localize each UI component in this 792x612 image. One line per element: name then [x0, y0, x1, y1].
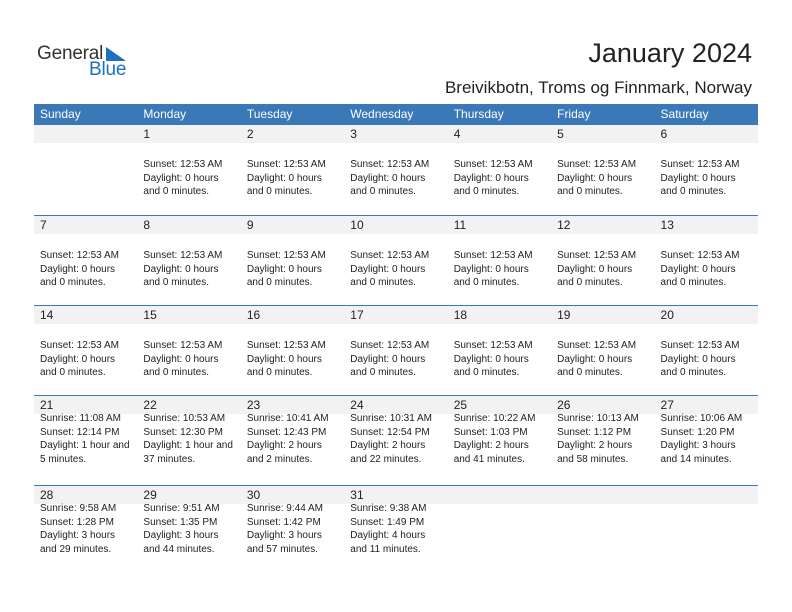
sun-info-line: Sunset: 12:43 PM [246, 426, 327, 438]
day-number: 12 [557, 218, 571, 232]
empty-day-cell [34, 125, 137, 215]
day-cell [344, 125, 447, 215]
weekday-header: Sunday [40, 107, 81, 121]
day-sun-info [40, 502, 116, 556]
day-sun-info [661, 412, 743, 466]
week-cells [34, 396, 758, 485]
empty-day-cell [551, 486, 654, 575]
sun-info-line: and 0 minutes. [40, 367, 106, 378]
week-row [34, 215, 758, 305]
day-cell [344, 306, 447, 395]
sun-info-line: Sunrise: 9:51 AM [143, 503, 220, 514]
sun-info-line: and 0 minutes. [143, 186, 210, 197]
day-sun-info [350, 502, 426, 556]
sun-info-line: Sunset: 1:12 PM [557, 426, 632, 438]
sun-info-line: and 29 minutes. [40, 543, 112, 555]
day-sun-info [143, 339, 222, 380]
day-sun-info [350, 412, 432, 466]
sun-info-line: Daylight: 0 hours [557, 353, 633, 365]
sun-info-line: and 0 minutes. [40, 277, 106, 288]
logo-word-blue: Blue [89, 59, 127, 80]
sun-info-line: and 0 minutes. [246, 367, 313, 378]
sun-info-line: Daylight: 3 hours [660, 440, 736, 451]
day-number: 14 [40, 308, 54, 322]
sun-info-line: and 0 minutes. [350, 186, 416, 197]
empty-day-cell [655, 486, 758, 575]
sun-info-line: and 0 minutes. [557, 186, 623, 197]
sun-info-line: and 0 minutes. [660, 186, 727, 197]
day-cell [241, 306, 344, 395]
sun-info-line: Daylight: 1 hour and [40, 440, 130, 451]
day-sun-info [557, 339, 636, 380]
week-row [34, 485, 758, 575]
weekday-header: Monday [143, 107, 187, 121]
day-cell [551, 125, 654, 215]
day-cell [34, 396, 137, 485]
day-number: 25 [453, 398, 468, 412]
sun-info-line: and 0 minutes. [350, 367, 416, 378]
sun-info-line: 37 minutes. [143, 453, 196, 465]
sun-info-line: Daylight: 0 hours [246, 353, 322, 365]
sun-info-line: and 0 minutes. [246, 186, 313, 197]
day-cell [241, 486, 344, 575]
day-cell [344, 216, 447, 305]
day-sun-info [454, 249, 533, 290]
sun-info-line: Sunset: 12:53 AM [350, 340, 430, 351]
page-title: January 2024 [588, 38, 752, 68]
day-sun-info [350, 249, 429, 290]
calendar-grid [34, 104, 758, 575]
sun-info-line: Sunset: 12:53 AM [40, 250, 119, 261]
week-row [34, 125, 758, 215]
day-cell [448, 306, 551, 395]
day-number: 1 [143, 127, 151, 141]
week-row [34, 395, 758, 485]
sun-info-line: Daylight: 0 hours [660, 263, 736, 275]
sun-info-line: Daylight: 0 hours [350, 172, 426, 184]
sun-info-line: Daylight: 0 hours [453, 353, 529, 365]
sun-info-line: Sunset: 12:53 AM [246, 159, 326, 170]
day-number: 21 [40, 398, 54, 412]
day-number: 7 [40, 218, 47, 232]
sun-info-line: Daylight: 0 hours [143, 353, 219, 365]
sun-info-line: Daylight: 0 hours [557, 172, 633, 184]
day-number: 28 [40, 488, 54, 502]
day-sun-info [247, 158, 326, 199]
sun-info-line: Daylight: 0 hours [40, 263, 116, 275]
day-number: 27 [660, 398, 674, 412]
day-sun-info [143, 249, 222, 290]
sun-info-line: Sunset: 12:53 AM [246, 250, 326, 261]
sun-info-line: Sunrise: 9:44 AM [246, 503, 323, 514]
sun-info-line: Sunset: 12:53 AM [660, 340, 740, 351]
day-cell [448, 125, 551, 215]
day-cell [655, 396, 758, 485]
sun-info-line: Sunset: 12:53 AM [557, 250, 637, 261]
sun-info-line: and 41 minutes. [453, 453, 525, 465]
week-row [34, 305, 758, 395]
sun-info-line: Daylight: 2 hours [350, 440, 426, 451]
day-number: 9 [246, 218, 254, 232]
weeks-container [34, 125, 758, 575]
sun-info-line: Daylight: 0 hours [453, 172, 529, 184]
sun-info-line: and 2 minutes. [246, 453, 313, 465]
weekday-header: Saturday [660, 107, 709, 121]
day-cell [241, 125, 344, 215]
sun-info-line: and 57 minutes. [246, 543, 319, 555]
day-number: 17 [350, 308, 364, 322]
week-cells [34, 306, 758, 395]
weekday-header-row [34, 104, 758, 125]
day-cell [137, 216, 240, 305]
day-cell [344, 486, 447, 575]
day-sun-info [661, 158, 740, 199]
sun-info-line: Sunset: 12:53 AM [557, 159, 637, 170]
day-number: 30 [246, 488, 261, 502]
sun-info-line: Daylight: 2 hours [557, 440, 633, 451]
day-cell [137, 306, 240, 395]
day-number: 16 [246, 308, 261, 322]
sun-info-line: Sunrise: 10:31 AM [350, 413, 432, 424]
sun-info-line: Sunset: 1:03 PM [453, 426, 528, 438]
sun-info-line: Sunset: 12:53 AM [143, 159, 223, 170]
sun-info-line: Sunset: 12:14 PM [40, 426, 120, 438]
sun-info-line: Daylight: 0 hours [350, 353, 426, 365]
sun-info-line: and 0 minutes. [660, 277, 727, 288]
sun-info-line: Daylight: 0 hours [143, 172, 219, 184]
sun-info-line: Daylight: 0 hours [350, 263, 426, 275]
day-cell [34, 486, 137, 575]
week-cells [34, 486, 758, 575]
sun-info-line: Daylight: 0 hours [453, 263, 529, 275]
weekday-header: Wednesday [350, 107, 414, 121]
day-sun-info [40, 249, 119, 290]
sun-info-line: and 0 minutes. [453, 186, 520, 197]
sun-info-line: and 0 minutes. [453, 277, 520, 288]
day-cell [34, 216, 137, 305]
sun-info-line: Daylight: 0 hours [246, 263, 322, 275]
sun-info-line: 5 minutes. [40, 453, 87, 465]
sun-info-line: and 0 minutes. [557, 367, 623, 378]
weekday-header: Friday [557, 107, 591, 121]
day-sun-info [247, 502, 323, 556]
day-sun-info [661, 249, 740, 290]
sun-info-line: and 11 minutes. [350, 543, 421, 555]
day-sun-info [661, 339, 740, 380]
sun-info-line: Daylight: 2 hours [246, 440, 322, 451]
sun-info-line: Sunrise: 10:13 AM [557, 413, 639, 424]
sun-info-line: Daylight: 1 hour and [143, 440, 233, 451]
sun-info-line: Sunset: 12:53 AM [453, 250, 533, 261]
day-sun-info [40, 412, 130, 466]
sun-info-line: Daylight: 0 hours [557, 263, 633, 275]
day-number: 22 [143, 398, 157, 412]
sun-info-line: Sunset: 12:53 AM [40, 340, 119, 351]
day-sun-info [143, 412, 233, 466]
sun-info-line: Daylight: 0 hours [40, 353, 116, 365]
day-number: 24 [350, 398, 364, 412]
day-number: 3 [350, 127, 357, 141]
day-number: 8 [143, 218, 151, 232]
day-cell [137, 486, 240, 575]
sun-info-line: Sunrise: 9:58 AM [40, 503, 117, 514]
sun-info-line: Daylight: 0 hours [660, 353, 736, 365]
day-sun-info [40, 339, 119, 380]
sun-info-line: and 0 minutes. [557, 277, 623, 288]
weekday-header: Tuesday [246, 107, 293, 121]
sun-info-line: Sunset: 12:53 AM [557, 340, 637, 351]
sun-info-line: Sunrise: 11:08 AM [40, 413, 121, 424]
sun-info-line: and 0 minutes. [350, 277, 416, 288]
day-sun-info [247, 339, 326, 380]
day-sun-info [143, 502, 219, 556]
day-number: 26 [557, 398, 571, 412]
day-number: 23 [246, 398, 261, 412]
sun-info-line: and 0 minutes. [143, 367, 210, 378]
sun-info-line: Daylight: 0 hours [246, 172, 322, 184]
day-cell [241, 216, 344, 305]
sun-info-line: and 22 minutes. [350, 453, 422, 465]
sun-info-line: Sunset: 1:42 PM [246, 516, 321, 528]
sun-info-line: and 14 minutes. [660, 453, 732, 465]
day-cell [241, 396, 344, 485]
sun-info-line: Sunset: 1:35 PM [143, 516, 218, 528]
day-number: 20 [660, 308, 674, 322]
day-cell [655, 125, 758, 215]
day-sun-info [454, 412, 536, 466]
day-cell [551, 216, 654, 305]
day-number: 2 [246, 127, 254, 141]
sun-info-line: Sunset: 12:53 AM [350, 159, 430, 170]
day-number: 19 [557, 308, 571, 322]
day-number: 4 [453, 127, 461, 141]
sun-info-line: and 0 minutes. [143, 277, 210, 288]
day-cell [448, 396, 551, 485]
weekday-header: Thursday [453, 107, 504, 121]
day-cell [137, 396, 240, 485]
day-sun-info [350, 339, 429, 380]
day-number: 29 [143, 488, 157, 502]
day-sun-info [557, 412, 639, 466]
sun-info-line: Sunrise: 10:22 AM [453, 413, 536, 424]
day-cell [344, 396, 447, 485]
day-cell [34, 306, 137, 395]
sun-info-line: Sunset: 12:53 AM [660, 159, 740, 170]
day-cell [137, 125, 240, 215]
day-cell [551, 396, 654, 485]
sun-info-line: Sunset: 12:53 AM [143, 250, 223, 261]
sun-info-line: Sunset: 12:53 AM [143, 340, 223, 351]
day-number: 5 [557, 127, 564, 141]
sun-info-line: and 58 minutes. [557, 453, 629, 465]
day-sun-info [454, 339, 533, 380]
sun-info-line: Daylight: 0 hours [660, 172, 736, 184]
day-number: 10 [350, 218, 364, 232]
day-sun-info [454, 158, 533, 199]
sun-info-line: Daylight: 4 hours [350, 530, 426, 541]
sun-info-line: Sunset: 12:30 PM [143, 426, 223, 438]
week-cells [34, 216, 758, 305]
sun-info-line: Sunset: 1:20 PM [660, 426, 735, 438]
day-number: 15 [143, 308, 157, 322]
day-cell [551, 306, 654, 395]
day-number: 31 [350, 488, 364, 502]
day-cell [655, 306, 758, 395]
sun-info-line: and 0 minutes. [453, 367, 520, 378]
day-number: 11 [453, 218, 467, 232]
sun-info-line: and 44 minutes. [143, 543, 215, 555]
brand-logo [37, 43, 137, 83]
sun-info-line: Daylight: 2 hours [453, 440, 529, 451]
sun-info-line: Sunrise: 10:06 AM [660, 413, 743, 424]
location-subtitle: Breivikbotn, Troms og Finnmark, Norway [444, 78, 752, 97]
sun-info-line: Daylight: 0 hours [143, 263, 219, 275]
sun-info-line: Daylight: 3 hours [143, 530, 219, 541]
sun-info-line: Sunset: 12:54 PM [350, 426, 430, 438]
sun-info-line: Sunrise: 9:38 AM [350, 503, 427, 514]
empty-day-cell [448, 486, 551, 575]
sun-info-line: Sunset: 1:49 PM [350, 516, 425, 528]
sun-info-line: Sunset: 12:53 AM [660, 250, 740, 261]
day-sun-info [350, 158, 429, 199]
sun-info-line: Daylight: 3 hours [246, 530, 322, 541]
day-sun-info [247, 249, 326, 290]
day-number: 6 [660, 127, 668, 141]
day-sun-info [557, 249, 636, 290]
sun-info-line: Sunset: 12:53 AM [350, 250, 430, 261]
sun-info-line: Daylight: 3 hours [40, 530, 116, 541]
sun-info-line: Sunset: 12:53 AM [453, 159, 533, 170]
sun-info-line: Sunrise: 10:41 AM [246, 413, 329, 424]
logo-word-general: General [37, 43, 104, 64]
sun-info-line: and 0 minutes. [246, 277, 313, 288]
day-number: 18 [453, 308, 468, 322]
day-sun-info [247, 412, 329, 466]
sun-info-line: Sunset: 12:53 AM [453, 340, 533, 351]
day-sun-info [143, 158, 222, 199]
day-cell [655, 216, 758, 305]
day-number: 13 [660, 218, 674, 232]
sun-info-line: Sunset: 12:53 AM [246, 340, 326, 351]
day-cell [448, 216, 551, 305]
sun-info-line: Sunset: 1:28 PM [40, 516, 114, 528]
week-cells [34, 125, 758, 215]
sun-info-line: Sunrise: 10:53 AM [143, 413, 226, 424]
day-sun-info [557, 158, 636, 199]
sun-info-line: and 0 minutes. [660, 367, 727, 378]
